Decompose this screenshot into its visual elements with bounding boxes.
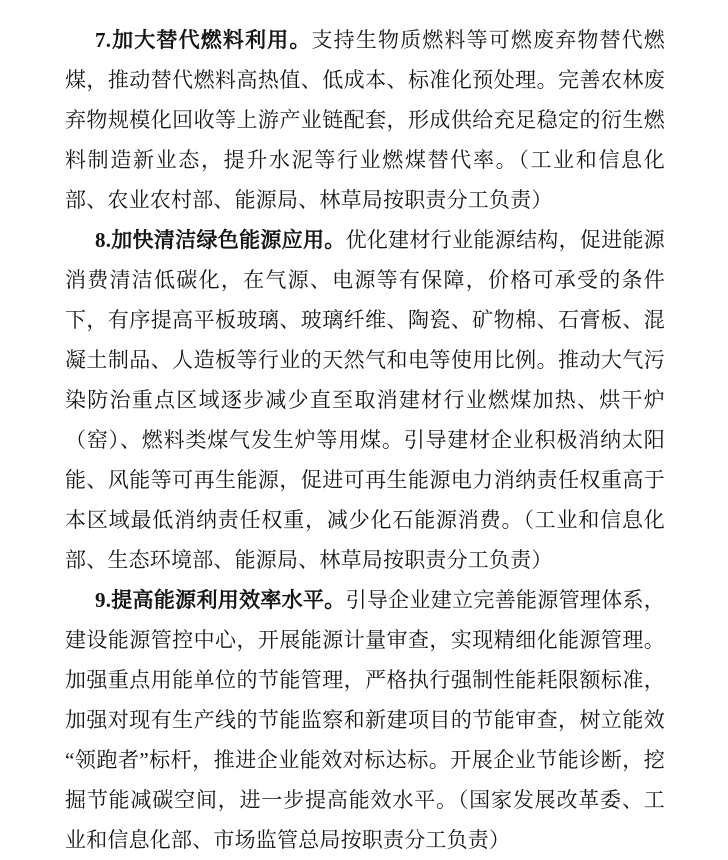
paragraph-8-heading: 加快清洁绿色能源应用。 [111, 228, 346, 252]
paragraph-9-heading: 提高能源利用效率水平。 [111, 588, 346, 612]
paragraph-9-number: 9. [95, 588, 112, 612]
paragraph-9 [65, 580, 665, 860]
paragraph-7-number: 7. [95, 28, 112, 52]
paragraph-8-number: 8. [95, 228, 112, 252]
paragraph-8-attribution: （工业和信息化部、生态环境部、能源局、林草局按职责分工负责） [65, 508, 665, 572]
paragraph-8-body: 优化建材行业能源结构，促进能源消费清洁低碳化，在气源、电源等有保障，价格可承受的条件下，有序提高平板玻璃、玻璃纤维、陶瓷、矿物棉、石膏板、混凝土制品、人造板等行业的天然气和电等使用比例。推动大气污染防治重点区域逐步减少直至取消建材行业燃煤加热、烘干炉（窑）、燃料类煤气发生炉等用煤。引导建材企业积极消纳太阳能、风能等可再生能源，促进可再生能源电力消纳责任权重高于本区域最低消纳责任权重，减少化石能源消费。 [65, 228, 665, 532]
paragraph-7-heading: 加大替代燃料利用。 [111, 28, 312, 52]
paragraph-8 [65, 220, 665, 580]
paragraph-7-body: 支持生物质燃料等可燃废弃物替代燃煤，推动替代燃料高热值、低成本、标准化预处理。完善农林废弃物规模化回收等上游产业链配套，形成供给充足稳定的衍生燃料制造新业态，提升水泥等行业燃煤替代率。 [65, 28, 665, 172]
paragraph-7-attribution: （工业和信息化部、农业农村部、能源局、林草局按职责分工负责） [65, 148, 666, 212]
paragraph-9-attribution: （国家发展改革委、工业和信息化部、市场监管总局按职责分工负责） [65, 788, 665, 852]
paragraph-9-body: 引导企业建立完善能源管理体系，建设能源管控中心，开展能源计量审查，实现精细化能源管理。加强重点用能单位的节能管理，严格执行强制性能耗限额标准，加强对现有生产线的节能监察和新建项目的节能审查，树立能效“领跑者”标杆，推进企业能效对标达标。开展企业节能诊断，挖掘节能减碳空间，进一步提高能效水平。 [65, 588, 665, 812]
paragraph-7 [65, 20, 665, 220]
